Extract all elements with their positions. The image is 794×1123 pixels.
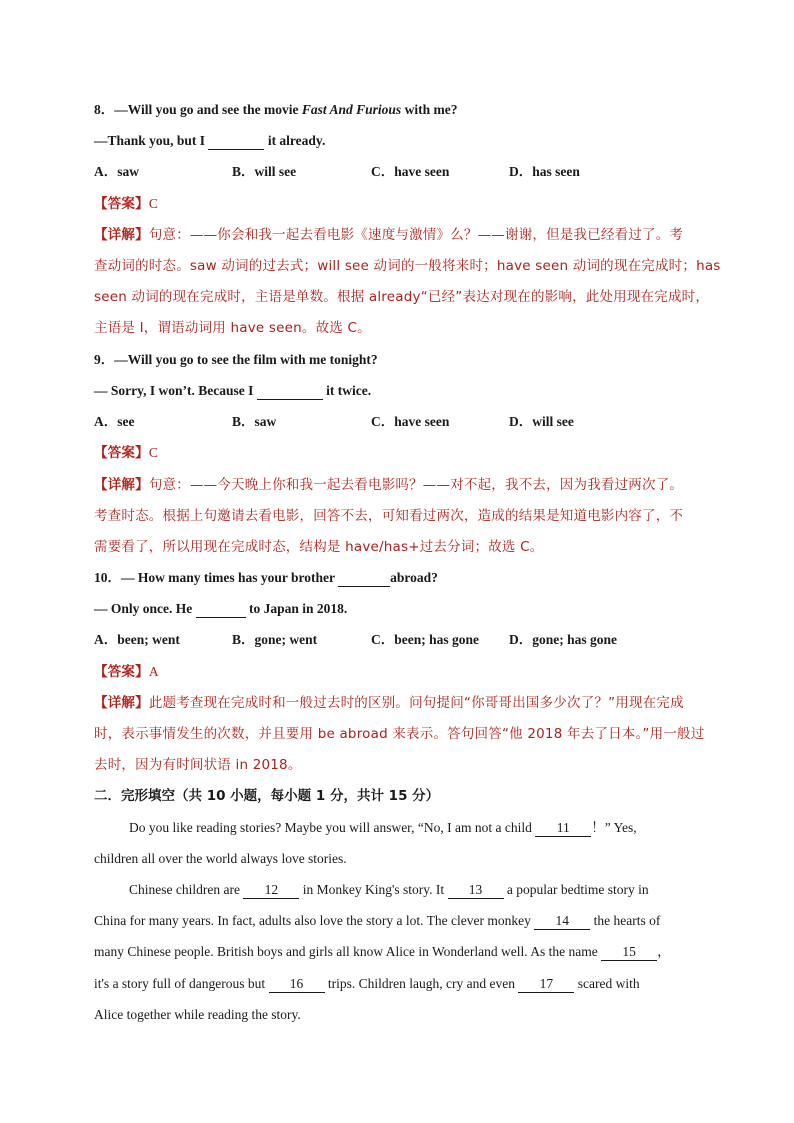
passage-text: Chinese children are [129, 882, 244, 897]
q10-detail-line-2: 时，表示事情发生的次数，并且要用 be abroad 来表示。答句回答“他 2018 年去了日本。”用一般过 [94, 726, 705, 742]
q10-stem [94, 568, 438, 588]
q8-stem [94, 100, 457, 120]
q10-line2-a: — Only once. He [94, 601, 196, 616]
q10-detail-text-1: 此题考查现在完成时和一般过去时的区别。问句提问“你哥哥出国多少次了？”用现在完成 [148, 695, 684, 711]
q10-detail-line-3: 去时，因为有时间状语 in 2018。 [94, 757, 302, 773]
q8-answer-tag: 【答案】 [94, 196, 149, 212]
q9-detail-line-1 [94, 475, 683, 495]
passage-line-3 [129, 880, 649, 900]
q8-detail-line-1 [94, 225, 683, 245]
q9-option-c: C．have seen [371, 414, 450, 429]
q9-line2-b: it twice. [322, 383, 372, 398]
q8-answer-value: C [148, 196, 158, 211]
q10-option-b: B．gone; went [232, 632, 318, 647]
q10-blank-1 [338, 570, 390, 587]
q9-option-b: B．saw [232, 414, 277, 429]
q9-line2 [94, 381, 371, 401]
passage-text: Do you like reading stories? Maybe you will answer, “No, I am not a child [129, 820, 536, 835]
q8-option-b: B．will see [232, 164, 297, 179]
cloze-blank-14: 14 [534, 913, 590, 930]
passage-line-4 [94, 911, 660, 931]
cloze-blank-17: 17 [518, 976, 574, 993]
q10-option-a: A．been; went [94, 632, 180, 647]
passage-text: scared with [574, 976, 640, 991]
q9-answer-value: C [148, 445, 158, 460]
cloze-blank-12: 12 [243, 882, 299, 899]
q8-line2 [94, 131, 325, 151]
q10-option-c: C．been; has gone [371, 632, 480, 647]
cloze-blank-15: 15 [601, 944, 657, 961]
passage-line-7: Alice together while reading the story. [94, 1007, 301, 1022]
q10-answer-tag: 【答案】 [94, 664, 149, 680]
q9-detail-line-3: 需要看了，所以用现在完成时态，结构是 have/has+过去分词；故选 C。 [94, 539, 544, 555]
q10-detail-tag: 【详解】 [94, 695, 149, 711]
section-heading-cloze: 二．完形填空（共 10 小题，每小题 1 分，共计 15 分） [94, 788, 440, 804]
q8-movie-title: Fast And Furious [301, 102, 402, 117]
passage-text: trips. Children laugh, cry and even [324, 976, 519, 991]
q10-answer-value: A [148, 664, 159, 679]
passage-text: in Monkey King's story. It [299, 882, 448, 897]
q9-line2-a: — Sorry, I won’t. Because I [94, 383, 257, 398]
q8-detail-line-3: seen 动词的现在完成时，主语是单数。根据 already“已经”表达对现在的影响，此处用现在完成时， [94, 289, 710, 305]
q9-answer-tag: 【答案】 [94, 445, 149, 461]
q8-blank [208, 133, 264, 150]
passage-text: China for many years. In fact, adults also love the story a lot. The clever monkey [94, 913, 535, 928]
passage-line-2: children all over the world always love stories. [94, 851, 347, 866]
passage-text: it's a story full of dangerous but [94, 976, 269, 991]
q9-detail-line-2: 考查时态。根据上句邀请去看电影，回答不去，可知看过两次，造成的结果是知道电影内容了，不 [94, 508, 684, 524]
q8-detail-line-4: 主语是 I，谓语动词用 have seen。故选 C。 [94, 320, 371, 336]
q8-option-d: D．has seen [509, 164, 580, 179]
passage-line-6 [94, 974, 640, 994]
passage-text: a popular bedtime story in [503, 882, 649, 897]
q8-stem-prefix: 8．—Will you go and see the movie [94, 102, 302, 117]
passage-line-1 [129, 818, 637, 838]
q9-answer [94, 443, 158, 463]
q8-stem-suffix: with me? [401, 102, 458, 117]
q8-detail-line-2: 查动词的时态。saw 动词的过去式；will see 动词的一般将来时；have seen 动词的现在完成时；has [94, 258, 721, 274]
q8-option-c: C．have seen [371, 164, 450, 179]
q10-line2 [94, 599, 347, 619]
cloze-blank-16: 16 [269, 976, 325, 993]
q10-stem-b: abroad? [390, 570, 438, 585]
q8-detail-tag: 【详解】 [94, 227, 149, 243]
q8-line2-b: it already. [264, 133, 326, 148]
q10-blank-2 [196, 601, 246, 618]
q9-option-a: A．see [94, 414, 135, 429]
passage-line-5 [94, 942, 671, 962]
q8-option-a: A．saw [94, 164, 140, 179]
q9-detail-text-1: 句意：——今天晚上你和我一起去看电影吗？——对不起，我不去，因为我看过两次了。 [148, 477, 684, 493]
q8-line2-a: —Thank you, but I [94, 133, 209, 148]
q9-detail-tag: 【详解】 [94, 477, 149, 493]
q10-detail-line-1 [94, 693, 684, 713]
cloze-blank-11: 11 [535, 820, 591, 837]
q8-detail-text-1: 句意：——你会和我一起去看电影《速度与激情》么？——谢谢，但是我已经看过了。考 [148, 227, 684, 243]
passage-text: ， [657, 944, 671, 959]
q10-stem-a: 10．— How many times has your brother [94, 570, 339, 585]
q9-option-d: D．will see [509, 414, 574, 429]
q8-answer [94, 194, 158, 214]
q9-stem: 9．—Will you go to see the film with me tonight? [94, 352, 378, 367]
passage-text: ！” Yes, [591, 820, 637, 835]
q10-answer [94, 662, 159, 682]
passage-text: the hearts of [590, 913, 661, 928]
cloze-blank-13: 13 [448, 882, 504, 899]
passage-text: many Chinese people. British boys and girls all know Alice in Wonderland well. As the name [94, 944, 602, 959]
q10-line2-b: to Japan in 2018. [245, 601, 348, 616]
q10-option-d: D．gone; has gone [509, 632, 618, 647]
q9-blank [257, 383, 323, 400]
